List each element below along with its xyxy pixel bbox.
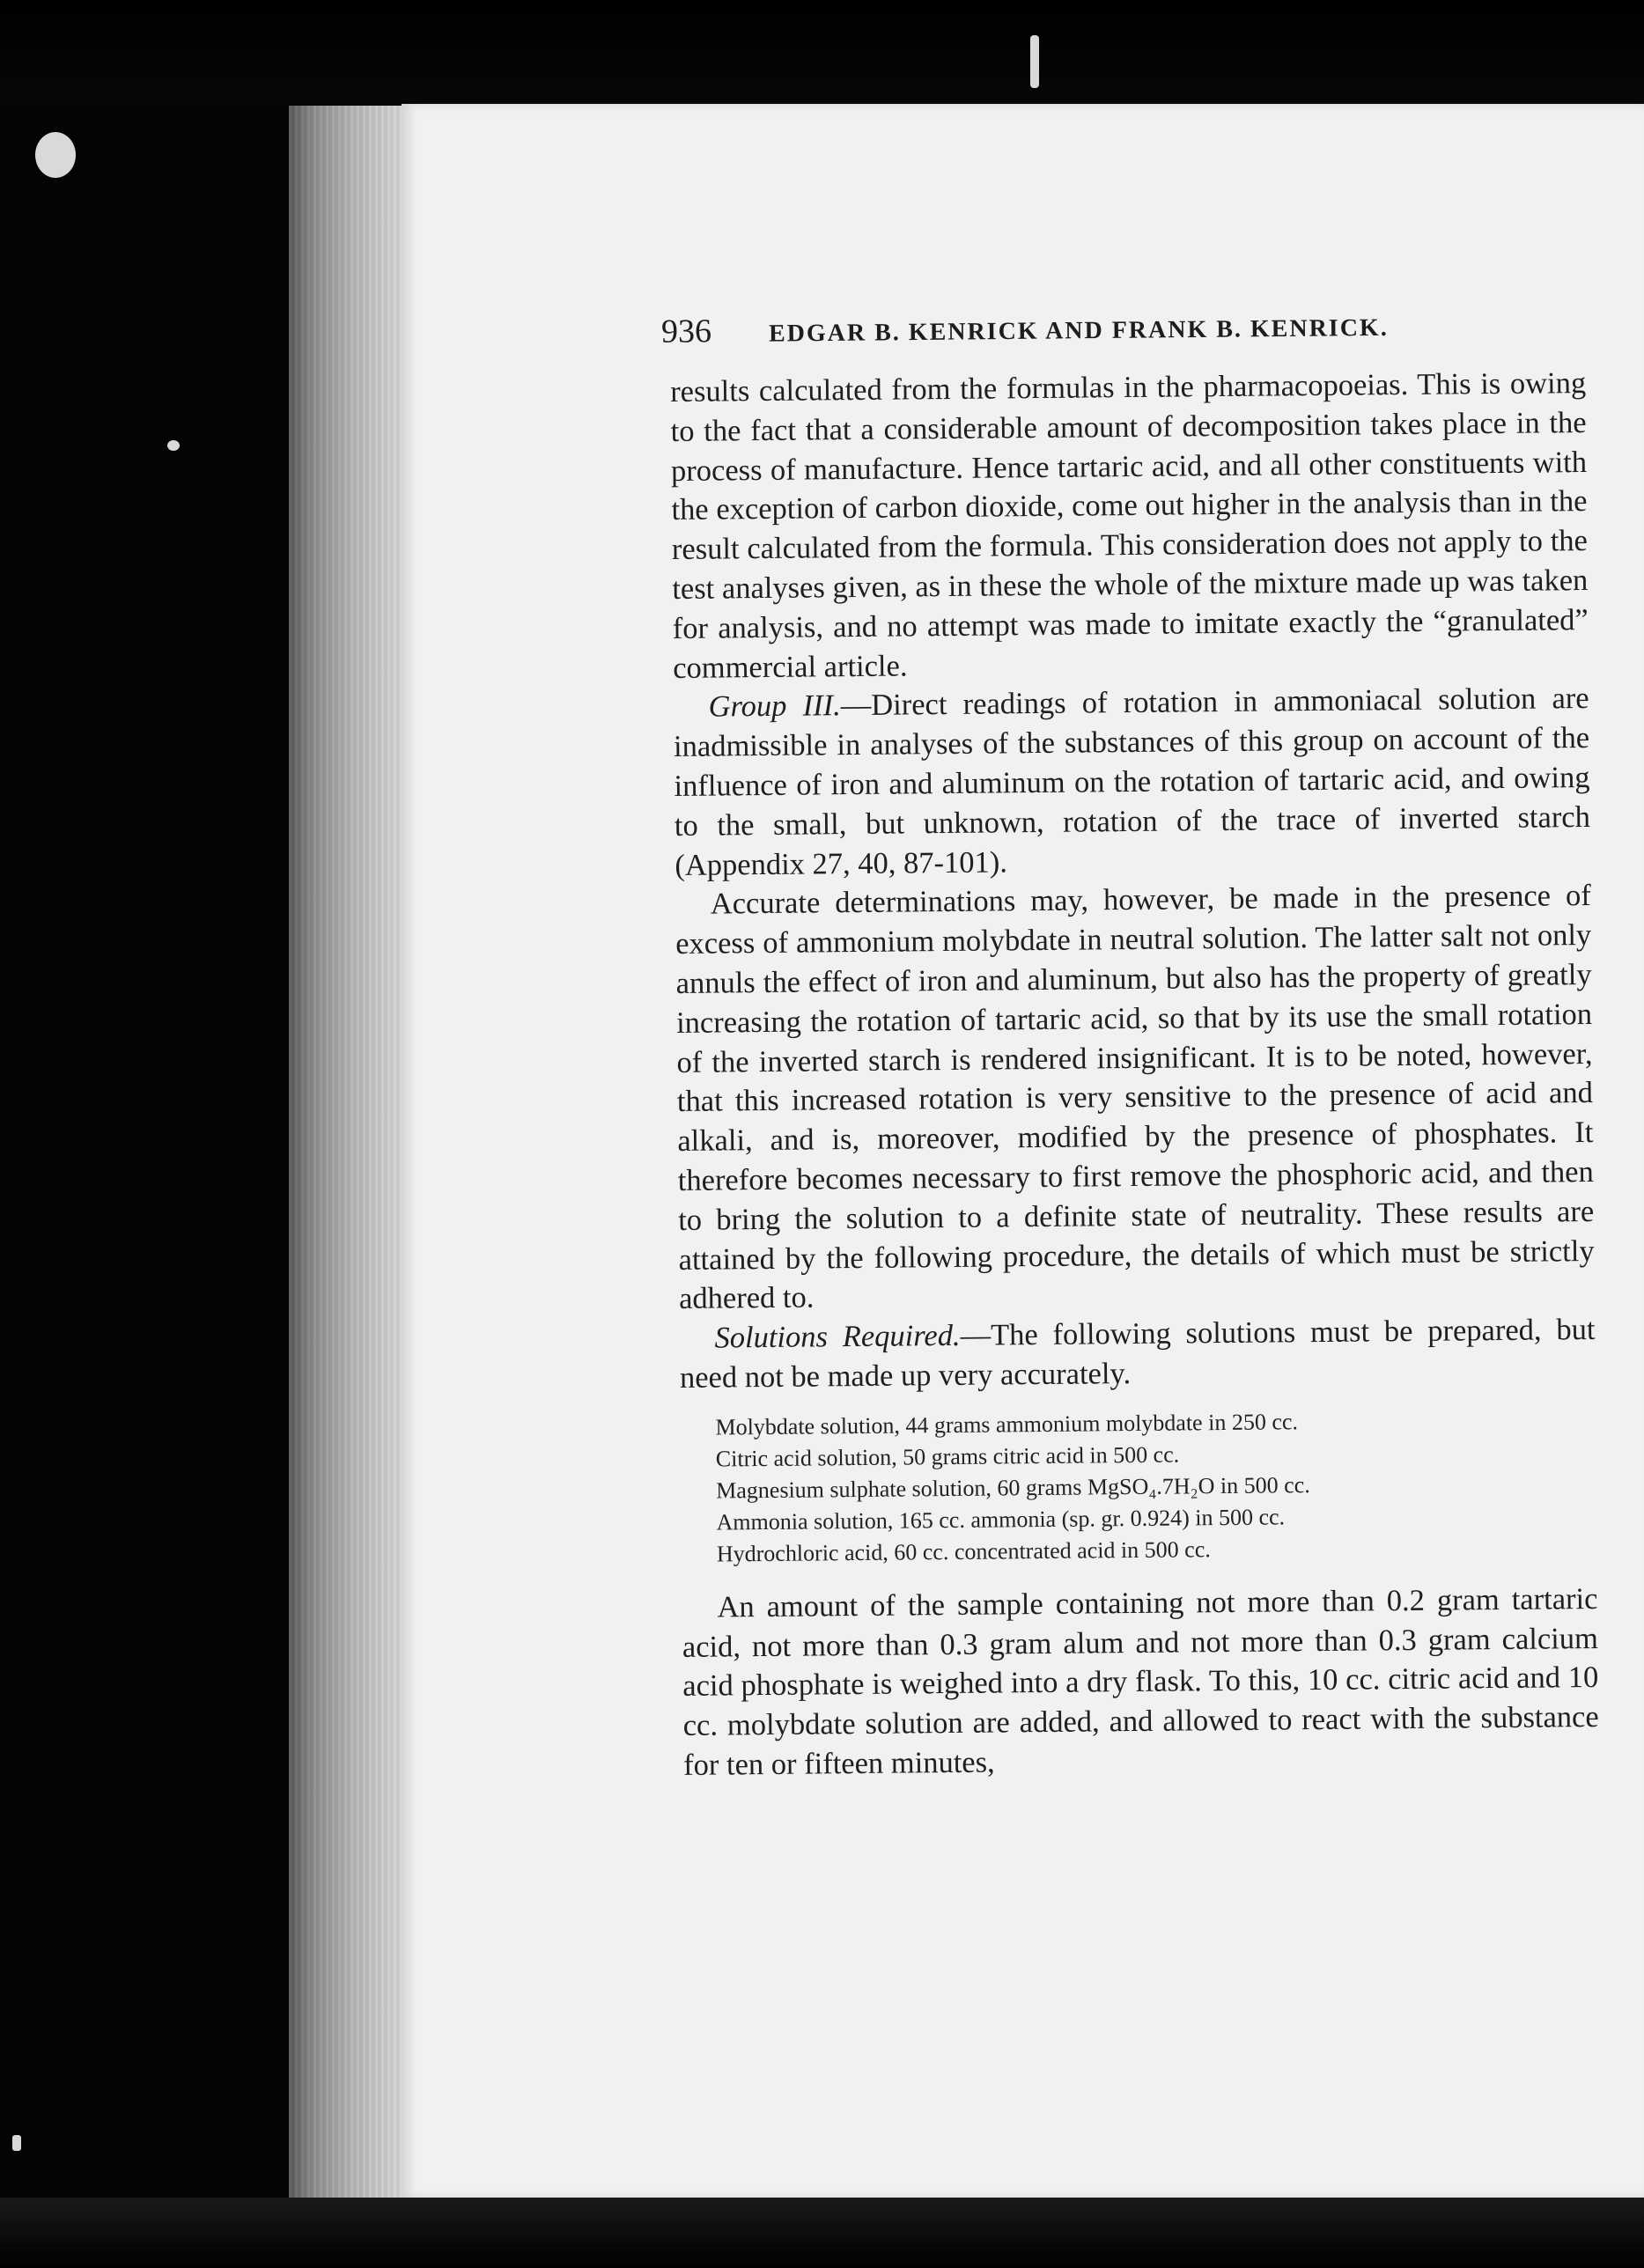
solutions-list xyxy=(715,1403,1597,1571)
paragraph: results calculated from the formulas in the pharmacopoeias. This is owing to the fact that a considerable amount of decomposition takes place in the process of manufacture. Hence tartaric acid, and all other constituents with the exception of carbon dioxide, come out higher in the analysis than in the result calculated from the formula. This consideration does not apply to the test analyses given, as in these the whole of the mixture made up was taken for analysis, and no attempt was made to imitate exactly the “granulated” commercial article. xyxy=(670,366,1589,685)
solution-item: Hydrochloric acid, 60 cc. concentrated acid in 500 cc. xyxy=(716,1535,1211,1567)
section-heading: Solutions Required. xyxy=(714,1319,961,1355)
paragraph-text: —Direct readings of rotation in ammoniacal solution are inadmissible in analyses of the substances of this group on account of the influence of iron and aluminum on the rotation of tartaric acid, and owing to the small, but unknown, rotation of the trace of inverted starch (Appendix 27, 40, 87-101). xyxy=(673,681,1591,882)
book-spine-shadow xyxy=(289,106,403,2201)
dust-speck xyxy=(35,132,76,178)
paragraph xyxy=(679,1310,1596,1398)
paragraph-text: —The following solutions must be prepared, but need not be made up very accurately. xyxy=(679,1313,1596,1395)
dust-speck xyxy=(167,440,180,451)
running-title: EDGAR B. KENRICK AND FRANK B. KENRICK. xyxy=(768,313,1389,348)
paragraph: Accurate determinations may, however, be made in the presence of excess of ammonium molybdate in neutral solution. The latter salt not only annuls the effect of iron and aluminum, but also has the property of greatly increasing the rotation of tartaric acid, so that by its use the small rotation of the inverted starch is rendered insignificant. It is to be noted, however, that this increased rotation is very sensitive to the presence of acid and alkali, and is, moreover, modified by the presence of phosphates. It therefore becomes necessary to first remove the phosphoric acid, and then to bring the solution to a definite state of neutrality. These results are attained by the following procedure, the details of which must be strictly adhered to. xyxy=(675,879,1595,1316)
scan-bottom-border xyxy=(0,2198,1644,2268)
section-heading: Group III. xyxy=(708,688,841,724)
document-page xyxy=(402,104,1644,2198)
solution-item: Molybdate solution, 44 grams ammonium molybdate in 250 cc. xyxy=(715,1408,1299,1440)
page-header xyxy=(661,304,1542,351)
body-text xyxy=(670,364,1599,1786)
dust-speck xyxy=(1030,35,1039,88)
paragraph xyxy=(673,679,1590,885)
page-number: 936 xyxy=(660,313,712,350)
solution-item: Magnesium sulphate solution, 60 grams MgSO₄.7H₂O in 500 cc. xyxy=(716,1471,1310,1504)
scan-top-border xyxy=(0,0,1644,106)
solution-item: Ammonia solution, 165 cc. ammonia (sp. gr. 0.924) in 500 cc. xyxy=(716,1504,1286,1535)
dust-speck xyxy=(12,2135,21,2151)
solution-item: Citric acid solution, 50 grams citric acid in 500 cc. xyxy=(715,1441,1180,1472)
paragraph: An amount of the sample containing not more than 0.2 gram tartaric acid, not more than 0.3 gram alum and not more than 0.3 gram calcium acid phosphate is weighed into a dry flask. To this, 10 cc. citric acid and 10 cc. molybdate solution are added, and allowed to react with the substance for ten or fifteen minutes, xyxy=(682,1581,1599,1782)
